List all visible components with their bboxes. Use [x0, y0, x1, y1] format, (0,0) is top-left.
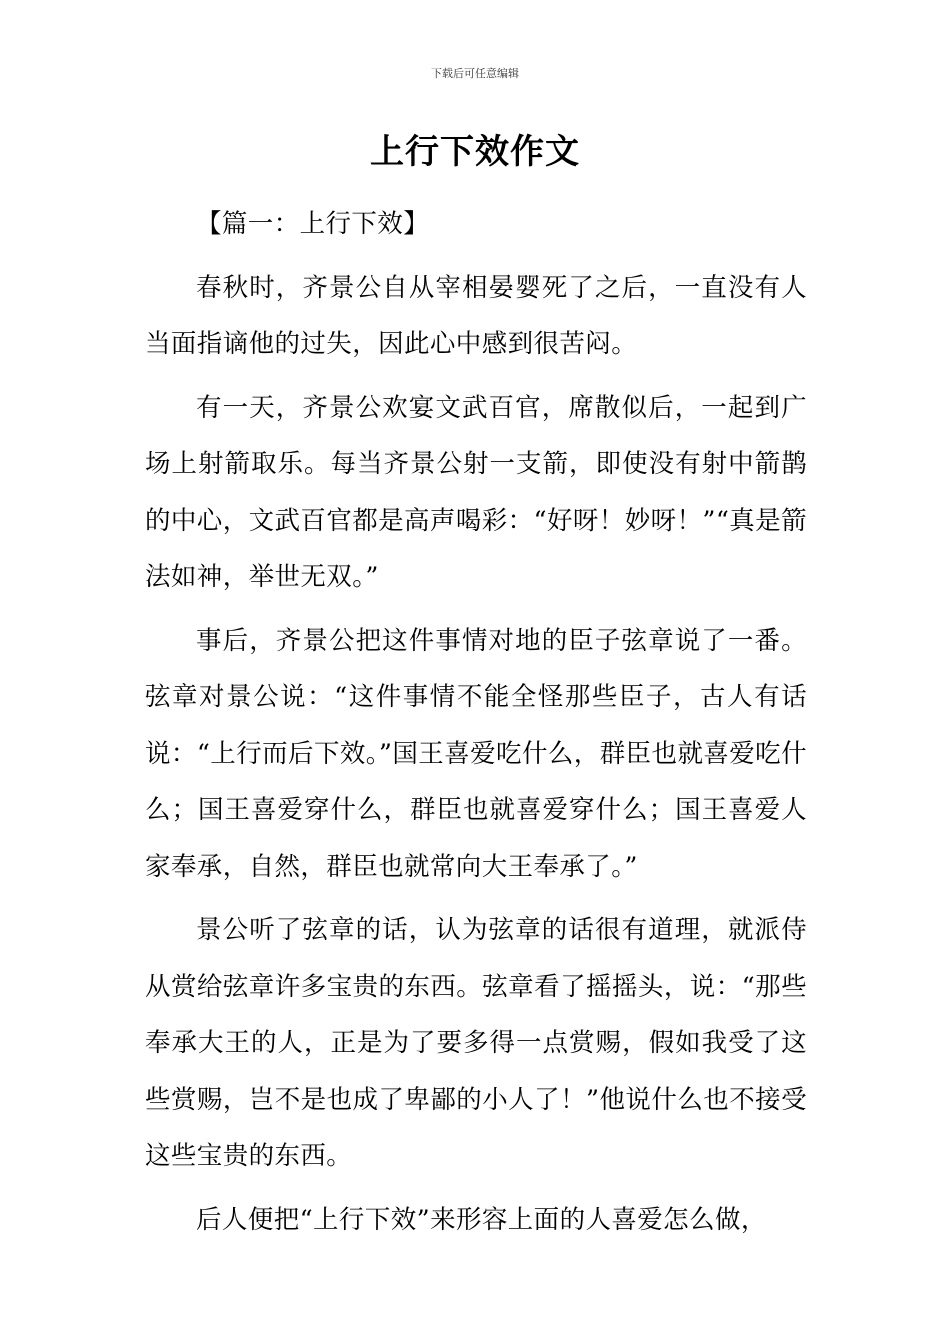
paragraph: 景公听了弦章的话，认为弦章的话很有道理，就派侍从赏给弦章许多宝贵的东西。弦章看了摇摇头，说：“那些奉承大王的人，正是为了要多得一点赏赐，假如我受了这些赏赐，岂不是也成了卑鄙的小人了！”他说什么也不接受这些宝贵的东西。 [145, 915, 807, 1171]
paragraph: 有一天，齐景公欢宴文武百官，席散似后，一起到广场上射箭取乐。每当齐景公射一支箭，即使没有射中箭鹊的中心，文武百官都是高声喝彩：“好呀！妙呀！”“真是箭法如神，举世无双。” [145, 392, 807, 592]
document-title: 上行下效作文 [370, 132, 580, 172]
paragraph: 春秋时，齐景公自从宰相晏婴死了之后，一直没有人当面指谪他的过失，因此心中感到很苦闷。 [145, 272, 807, 359]
paragraph: 事后，齐景公把这件事情对地的臣子弦章说了一番。弦章对景公说：“这件事情不能全怪那些臣子，古人有话说：“上行而后下效。”国王喜爱吃什么，群臣也就喜爱吃什么；国王喜爱穿什么，群臣也就喜爱穿什么；国王喜爱人家奉承，自然，群臣也就常向大王奉承了。” [145, 625, 807, 882]
header-note: 下载后可任意编辑 [431, 67, 519, 80]
document-body [145, 196, 807, 1255]
section-heading: 【篇一：上行下效】 [196, 209, 430, 239]
paragraph: 后人便把“上行下效”来形容上面的人喜爱怎么做， [196, 1204, 767, 1235]
